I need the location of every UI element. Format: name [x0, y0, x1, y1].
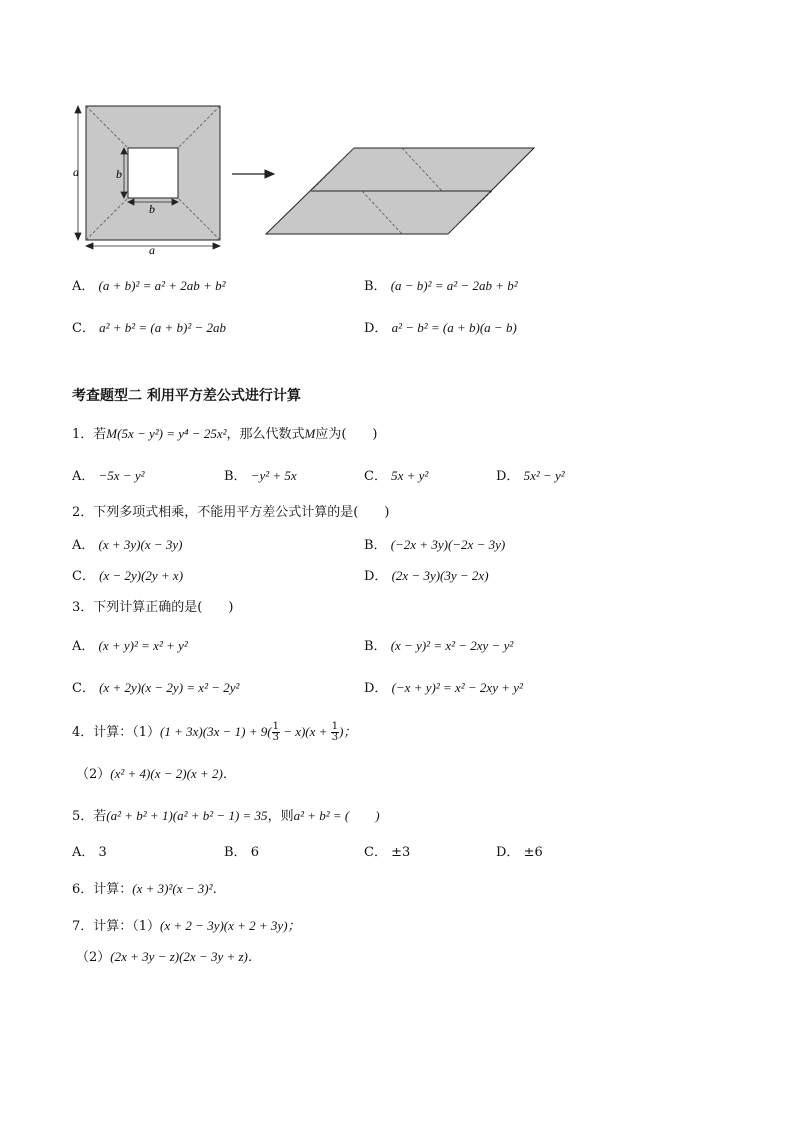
question-7-part-1: 7．计算：（1）(x + 2 − 3y)(x + 2 + 3y)；: [72, 918, 301, 934]
square-with-hole: [73, 106, 220, 257]
q1-option-d[interactable]: D． 5x² − y²: [496, 468, 565, 484]
q5-option-c[interactable]: C． ±3: [364, 845, 411, 860]
question-2: 2．下列多项式相乘，不能用平方差公式计算的是( ): [72, 505, 390, 520]
label-b-left: b: [116, 167, 122, 181]
q1-option-a[interactable]: A． −5x − y²: [72, 468, 145, 484]
question-6: 6．计算：(x + 3)²(x − 3)²．: [72, 881, 226, 897]
square-to-parallelogram-figure: [62, 96, 542, 261]
question-4-part-1: 4．计算：（1）(1 + 3x)(3x − 1) + 9( $\frac{1}{3}$ − x)(x + $\frac{1}{3}$ )；: [72, 721, 357, 743]
question-7-part-2: （2）(2x + 3y − z)(2x − 3y + z)．: [76, 949, 261, 965]
q3-option-c[interactable]: C． (x + 2y)(x − 2y) = x² − 2y²: [72, 680, 240, 696]
fraction-one-third: $\frac{1}{3}$: [272, 721, 279, 743]
q2-option-c[interactable]: C． (x − 2y)(2y + x): [72, 568, 184, 584]
parallelogram: [266, 148, 534, 234]
q5-option-b[interactable]: B． 6: [224, 845, 259, 860]
q0-option-a[interactable]: A． (a + b)² = a² + 2ab + b²: [72, 278, 226, 294]
q0-option-b[interactable]: B． (a − b)² = a² − 2ab + b²: [364, 278, 518, 294]
label-a-bottom: a: [149, 243, 155, 257]
q1-option-b[interactable]: B． −y² + 5x: [224, 468, 297, 484]
label-b-bottom: b: [149, 202, 155, 216]
question-3: 3．下列计算正确的是( ): [72, 600, 234, 615]
q2-option-a[interactable]: A． (x + 3y)(x − 3y): [72, 537, 183, 553]
q2-option-b[interactable]: B． (−2x + 3y)(−2x − 3y): [364, 537, 506, 553]
q0-option-c[interactable]: C． a² + b² = (a + b)² − 2ab: [72, 320, 227, 336]
q2-option-d[interactable]: D． (2x − 3y)(3y − 2x): [364, 568, 489, 584]
label-a-left: a: [73, 165, 79, 179]
q0-option-d[interactable]: D． a² − b² = (a + b)(a − b): [364, 320, 517, 336]
question-4-part-2: （2）(x² + 4)(x − 2)(x + 2)．: [76, 766, 236, 782]
question-1: 1．若M(5x − y²) = y⁴ − 25x²，那么代数式M应为( ): [72, 426, 378, 442]
q1-option-c[interactable]: C． 5x + y²: [364, 468, 429, 484]
inner-hole: [128, 148, 178, 198]
q3-option-b[interactable]: B． (x − y)² = x² − 2xy − y²: [364, 638, 514, 654]
q5-option-d[interactable]: D． ±6: [496, 845, 543, 860]
fraction-one-third: $\frac{1}{3}$: [331, 721, 339, 743]
q5-option-a[interactable]: A． 3: [72, 845, 107, 860]
section-title: 考查题型二 利用平方差公式进行计算: [72, 388, 301, 404]
transform-arrow: [232, 170, 274, 178]
q3-option-d[interactable]: D． (−x + y)² = x² − 2xy + y²: [364, 680, 523, 696]
q3-option-a[interactable]: A． (x + y)² = x² + y²: [72, 638, 188, 654]
question-5: 5．若(a² + b² + 1)(a² + b² − 1) = 35，则a² + b² = ( ): [72, 808, 380, 824]
